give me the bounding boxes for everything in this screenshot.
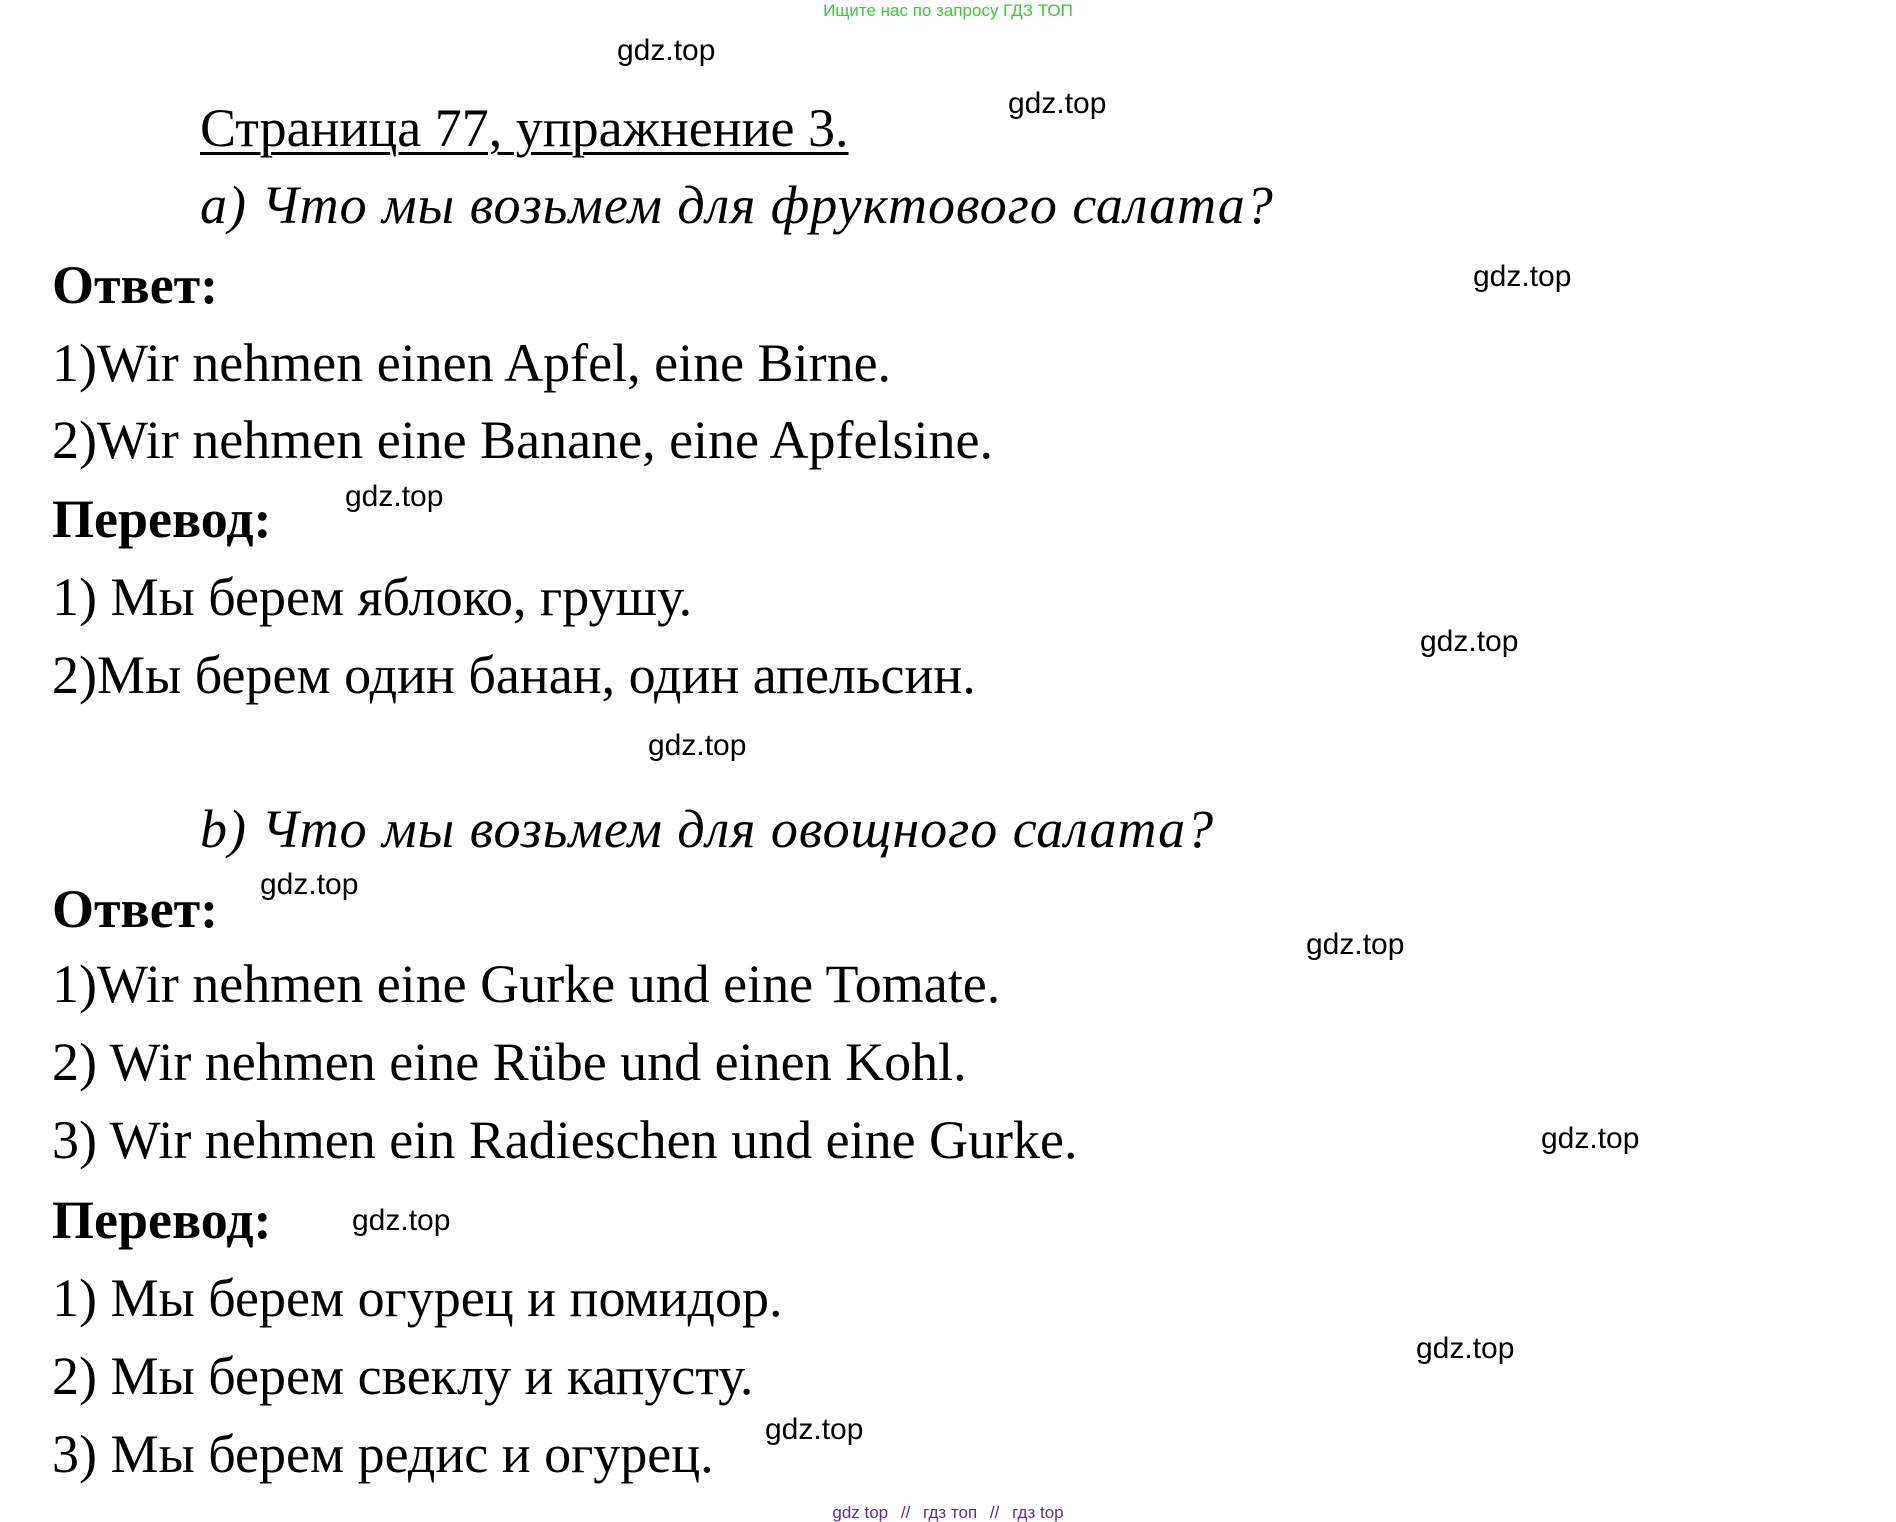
- question-a: а) Что мы возьмем для фруктового салата?: [200, 175, 1274, 235]
- watermark: gdz.top: [1416, 1332, 1515, 1365]
- answer-line: 2)Wir nehmen eine Banane, eine Apfelsine.: [52, 410, 993, 470]
- translation-line: 2) Мы берем свеклу и капусту.: [52, 1346, 754, 1406]
- watermark: gdz.top: [1008, 87, 1107, 120]
- watermark: gdz.top: [617, 34, 716, 67]
- watermark: gdz.top: [1420, 625, 1519, 658]
- answer-label-b: Ответ:: [52, 879, 219, 939]
- footer-separator: //: [900, 1503, 911, 1522]
- footer-separator: //: [989, 1503, 1000, 1522]
- watermark: gdz.top: [260, 868, 359, 901]
- translation-label-b: Перевод:: [52, 1190, 272, 1250]
- page-title: Страница 77, упражнение 3.: [200, 98, 849, 158]
- watermark: gdz.top: [1473, 260, 1572, 293]
- footer-link[interactable]: гдз топ: [923, 1503, 978, 1522]
- watermark: gdz.top: [648, 729, 747, 762]
- watermark: gdz.top: [352, 1204, 451, 1237]
- answer-line: 2) Wir nehmen eine Rübe und einen Kohl.: [52, 1032, 967, 1092]
- translation-label-a: Перевод:: [52, 489, 272, 549]
- answer-line: 1)Wir nehmen eine Gurke und eine Tomate.: [52, 954, 1001, 1014]
- watermark: gdz.top: [765, 1413, 864, 1446]
- footer-links: [0, 1504, 1896, 1521]
- translation-line: 2)Мы берем один банан, один апельсин.: [52, 645, 976, 705]
- question-b: b) Что мы возьмем для овощного салата?: [200, 799, 1215, 859]
- footer-link[interactable]: гдз top: [1012, 1503, 1064, 1522]
- footer-link[interactable]: gdz top: [832, 1503, 889, 1522]
- watermark: gdz.top: [345, 480, 444, 513]
- answer-line: 1)Wir nehmen einen Apfel, eine Birne.: [52, 333, 892, 393]
- translation-line: 3) Мы берем редис и огурец.: [52, 1424, 714, 1484]
- translation-line: 1) Мы берем огурец и помидор.: [52, 1268, 783, 1328]
- answer-line: 3) Wir nehmen ein Radieschen und eine Gurke.: [52, 1110, 1078, 1170]
- translation-line: 1) Мы берем яблоко, грушу.: [52, 567, 693, 627]
- top-banner[interactable]: Ищите нас по запросу ГДЗ ТОП: [823, 1, 1073, 20]
- watermark: gdz.top: [1541, 1122, 1640, 1155]
- answer-label-a: Ответ:: [52, 255, 219, 315]
- watermark: gdz.top: [1306, 928, 1405, 961]
